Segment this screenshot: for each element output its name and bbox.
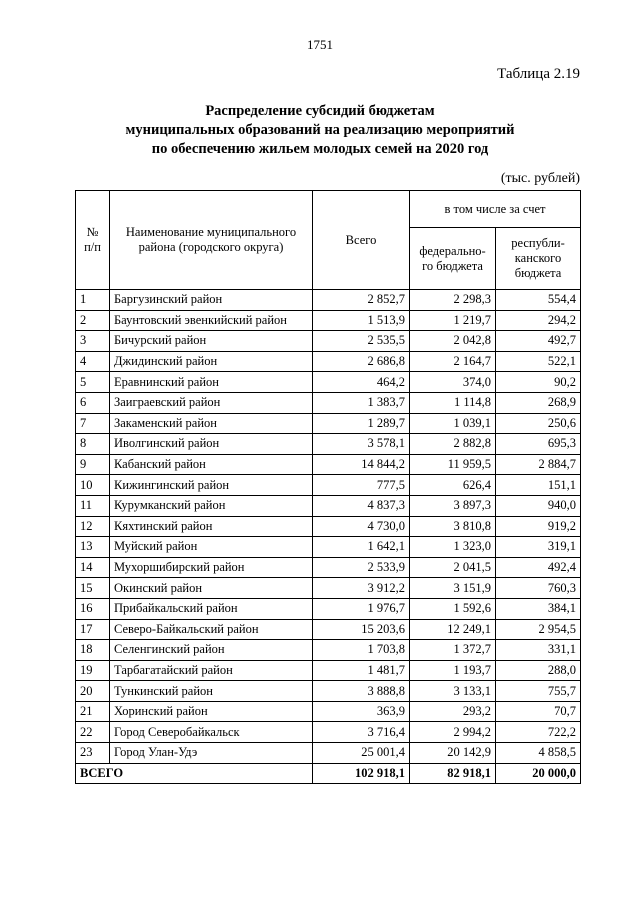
table-label: Таблица 2.19 — [497, 66, 580, 82]
row-number: 14 — [76, 557, 110, 578]
row-republic: 554,4 — [496, 290, 581, 311]
row-number: 8 — [76, 434, 110, 455]
row-municipality-name: Прибайкальский район — [110, 598, 313, 619]
row-republic: 755,7 — [496, 681, 581, 702]
row-republic: 319,1 — [496, 537, 581, 558]
row-federal: 11 959,5 — [410, 454, 496, 475]
row-republic: 722,2 — [496, 722, 581, 743]
units-label: (тыс. рублей) — [500, 171, 580, 186]
table-row — [76, 640, 581, 661]
table-title — [0, 102, 640, 159]
table-row — [76, 681, 581, 702]
row-total: 3 578,1 — [313, 434, 410, 455]
table-row — [76, 722, 581, 743]
row-municipality-name: Иволгинский район — [110, 434, 313, 455]
row-federal: 2 298,3 — [410, 290, 496, 311]
row-number: 16 — [76, 598, 110, 619]
row-federal: 2 994,2 — [410, 722, 496, 743]
row-number: 9 — [76, 454, 110, 475]
row-total: 4 837,3 — [313, 495, 410, 516]
row-republic: 919,2 — [496, 516, 581, 537]
row-federal: 1 114,8 — [410, 392, 496, 413]
row-republic: 760,3 — [496, 578, 581, 599]
row-municipality-name: Баргузинский район — [110, 290, 313, 311]
row-number: 18 — [76, 640, 110, 661]
row-municipality-name: Окинский район — [110, 578, 313, 599]
row-municipality-name: Кижингинский район — [110, 475, 313, 496]
row-number: 10 — [76, 475, 110, 496]
table-row — [76, 619, 581, 640]
row-federal: 2 882,8 — [410, 434, 496, 455]
row-total: 3 716,4 — [313, 722, 410, 743]
table-row — [76, 701, 581, 722]
table-row — [76, 660, 581, 681]
table-row — [76, 434, 581, 455]
row-republic: 4 858,5 — [496, 743, 581, 764]
row-municipality-name: Баунтовский эвенкийский район — [110, 310, 313, 331]
row-number: 3 — [76, 331, 110, 352]
table-row — [76, 475, 581, 496]
row-number: 13 — [76, 537, 110, 558]
row-total: 1 513,9 — [313, 310, 410, 331]
row-number: 7 — [76, 413, 110, 434]
row-republic: 294,2 — [496, 310, 581, 331]
row-republic: 151,1 — [496, 475, 581, 496]
row-number: 15 — [76, 578, 110, 599]
table-row — [76, 537, 581, 558]
row-municipality-name: Муйский район — [110, 537, 313, 558]
row-republic: 268,9 — [496, 392, 581, 413]
table-body — [76, 290, 581, 784]
total-federal: 82 918,1 — [410, 763, 496, 784]
row-total: 4 730,0 — [313, 516, 410, 537]
table-row — [76, 413, 581, 434]
row-federal: 1 039,1 — [410, 413, 496, 434]
total-label: ВСЕГО — [76, 763, 313, 784]
row-federal: 2 041,5 — [410, 557, 496, 578]
row-municipality-name: Северо-Байкальский район — [110, 619, 313, 640]
row-republic: 331,1 — [496, 640, 581, 661]
table-row — [76, 454, 581, 475]
table-row — [76, 351, 581, 372]
row-municipality-name: Кяхтинский район — [110, 516, 313, 537]
table-row — [76, 557, 581, 578]
row-number: 17 — [76, 619, 110, 640]
row-total: 14 844,2 — [313, 454, 410, 475]
row-federal: 3 133,1 — [410, 681, 496, 702]
row-federal: 2 164,7 — [410, 351, 496, 372]
row-number: 6 — [76, 392, 110, 413]
row-total: 363,9 — [313, 701, 410, 722]
total-row — [76, 763, 581, 784]
title-line-1: Распределение субсидий бюджетам — [205, 103, 435, 119]
row-municipality-name: Закаменский район — [110, 413, 313, 434]
header-federal: федерально- го бюджета — [410, 228, 496, 290]
row-total: 1 481,7 — [313, 660, 410, 681]
row-federal: 1 193,7 — [410, 660, 496, 681]
row-municipality-name: Хоринский район — [110, 701, 313, 722]
row-total: 3 888,8 — [313, 681, 410, 702]
row-total: 1 703,8 — [313, 640, 410, 661]
row-number: 23 — [76, 743, 110, 764]
row-total: 2 535,5 — [313, 331, 410, 352]
row-municipality-name: Мухоршибирский район — [110, 557, 313, 578]
row-federal: 3 151,9 — [410, 578, 496, 599]
total-republic: 20 000,0 — [496, 763, 581, 784]
row-federal: 2 042,8 — [410, 331, 496, 352]
table-row — [76, 290, 581, 311]
row-total: 464,2 — [313, 372, 410, 393]
table-row — [76, 578, 581, 599]
row-number: 2 — [76, 310, 110, 331]
row-total: 2 533,9 — [313, 557, 410, 578]
row-federal: 293,2 — [410, 701, 496, 722]
row-total: 1 289,7 — [313, 413, 410, 434]
row-number: 1 — [76, 290, 110, 311]
header-number: № п/п — [76, 191, 110, 290]
row-municipality-name: Заиграевский район — [110, 392, 313, 413]
row-total: 15 203,6 — [313, 619, 410, 640]
header-including: в том числе за счет — [410, 191, 581, 228]
table-row — [76, 372, 581, 393]
row-total: 1 642,1 — [313, 537, 410, 558]
row-republic: 492,7 — [496, 331, 581, 352]
row-federal: 3 897,3 — [410, 495, 496, 516]
row-republic: 250,6 — [496, 413, 581, 434]
row-municipality-name: Город Северобайкальск — [110, 722, 313, 743]
row-municipality-name: Курумканский район — [110, 495, 313, 516]
row-municipality-name: Город Улан-Удэ — [110, 743, 313, 764]
row-republic: 695,3 — [496, 434, 581, 455]
title-line-2: муниципальных образований на реализацию мероприятий — [125, 122, 515, 138]
row-federal: 1 323,0 — [410, 537, 496, 558]
row-number: 12 — [76, 516, 110, 537]
row-federal: 20 142,9 — [410, 743, 496, 764]
row-republic: 2 884,7 — [496, 454, 581, 475]
row-municipality-name: Селенгинский район — [110, 640, 313, 661]
title-line-3: по обеспечению жильем молодых семей на 2020 год — [151, 141, 489, 157]
row-number: 19 — [76, 660, 110, 681]
table-row — [76, 516, 581, 537]
row-number: 21 — [76, 701, 110, 722]
header-total: Всего — [313, 191, 410, 290]
row-municipality-name: Кабанский район — [110, 454, 313, 475]
table-row — [76, 598, 581, 619]
row-number: 5 — [76, 372, 110, 393]
subsidies-table — [75, 190, 581, 784]
row-federal: 1 219,7 — [410, 310, 496, 331]
row-federal: 1 592,6 — [410, 598, 496, 619]
row-municipality-name: Еравнинский район — [110, 372, 313, 393]
row-municipality-name: Джидинский район — [110, 351, 313, 372]
row-federal: 3 810,8 — [410, 516, 496, 537]
row-republic: 522,1 — [496, 351, 581, 372]
row-total: 777,5 — [313, 475, 410, 496]
total-sum: 102 918,1 — [313, 763, 410, 784]
row-federal: 12 249,1 — [410, 619, 496, 640]
row-municipality-name: Тункинский район — [110, 681, 313, 702]
row-total: 2 686,8 — [313, 351, 410, 372]
table-row — [76, 392, 581, 413]
header-republic: республи- канского бюджета — [496, 228, 581, 290]
header-name: Наименование муниципального района (городского округа) — [110, 191, 313, 290]
row-republic: 940,0 — [496, 495, 581, 516]
row-total: 1 383,7 — [313, 392, 410, 413]
row-republic: 384,1 — [496, 598, 581, 619]
row-federal: 374,0 — [410, 372, 496, 393]
row-municipality-name: Тарбагатайский район — [110, 660, 313, 681]
table-row — [76, 331, 581, 352]
row-federal: 1 372,7 — [410, 640, 496, 661]
page-number: 1751 — [307, 37, 333, 52]
row-total: 3 912,2 — [313, 578, 410, 599]
row-republic: 2 954,5 — [496, 619, 581, 640]
row-republic: 70,7 — [496, 701, 581, 722]
row-number: 20 — [76, 681, 110, 702]
row-number: 11 — [76, 495, 110, 516]
row-number: 4 — [76, 351, 110, 372]
row-number: 22 — [76, 722, 110, 743]
row-total: 25 001,4 — [313, 743, 410, 764]
row-republic: 90,2 — [496, 372, 581, 393]
row-republic: 492,4 — [496, 557, 581, 578]
table-row — [76, 743, 581, 764]
row-federal: 626,4 — [410, 475, 496, 496]
table-row — [76, 495, 581, 516]
row-total: 1 976,7 — [313, 598, 410, 619]
row-republic: 288,0 — [496, 660, 581, 681]
row-total: 2 852,7 — [313, 290, 410, 311]
row-municipality-name: Бичурский район — [110, 331, 313, 352]
table-row — [76, 310, 581, 331]
